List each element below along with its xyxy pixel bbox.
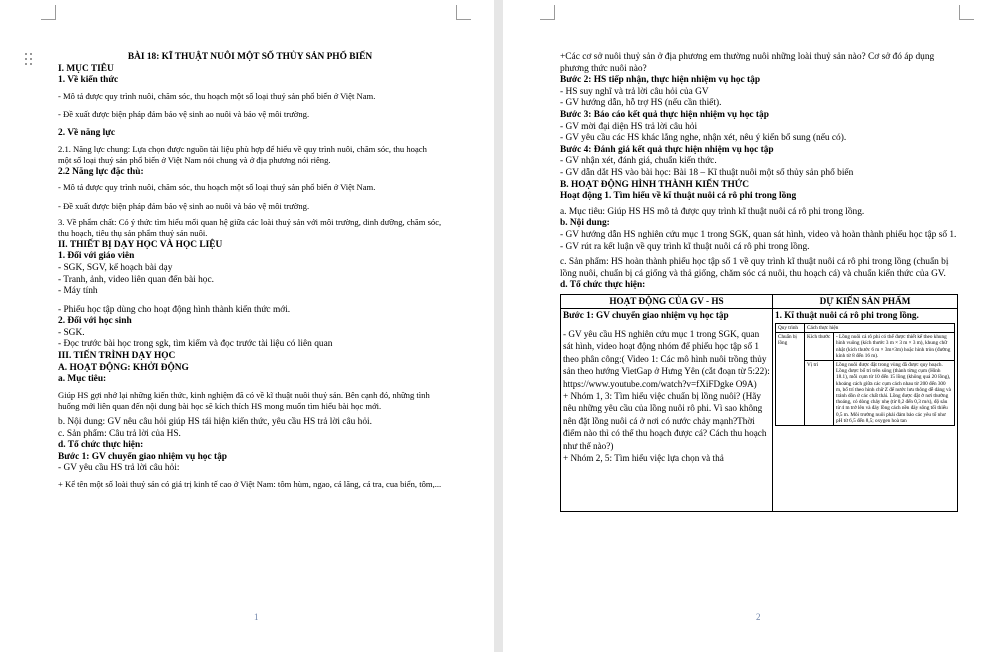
- group-2-5-task: + Nhóm 2, 5: Tìm hiểu việc lựa chọn và thả: [563, 453, 724, 464]
- method-header: Cách thực hiện: [805, 323, 955, 332]
- paragraph: - GV yêu cầu các HS khác lắng nghe, nhận xét, nêu ý kiến bổ sung (nếu có).: [560, 133, 847, 144]
- paragraph: Bước 1: GV chuyển giao nhiệm vụ học tập: [58, 451, 227, 462]
- page-2-paragraphs: [560, 52, 958, 292]
- paragraph: III. TIẾN TRÌNH DẠY HỌC: [58, 351, 176, 362]
- cage-prep-label: Chuẩn bị lồng: [776, 333, 805, 426]
- group-1-3-task: + Nhóm 1, 3: Tìm hiểu việc chuẩn bị lồng nuôi? (Hãy nêu những yêu cầu của lồng nuôi rô phi. Vì sao không nên đặt lồng nuôi cá ở nơi có nước chảy mạnh?Thời điểm nào thì có thể thu hoạch được cá? Cách thu hoạch như thế nào?): [563, 391, 767, 451]
- step-1-heading: Bước 1: GV chuyển giao nhiệm vụ học tập: [563, 310, 729, 321]
- paragraph: b. Nội dung: GV nêu câu hỏi giúp HS tái hiện kiến thức, yêu cầu HS trả lời câu hỏi.: [58, 417, 372, 428]
- document-page-2: [503, 0, 990, 652]
- paragraph: - SGK, SGV, kế hoạch bài dạy: [58, 262, 173, 273]
- location-label: Vị trí: [805, 360, 834, 425]
- product-heading: 1. Kĩ thuật nuôi cá rô phi trong lồng.: [775, 310, 919, 321]
- paragraph: b. Nội dung:: [560, 218, 610, 229]
- paragraph: 2.2 Năng lực đặc thù:: [58, 166, 144, 177]
- paragraph: I. MỤC TIÊU: [58, 63, 114, 74]
- size-label: Kích thước: [805, 333, 834, 361]
- paragraph: Bước 4: Đánh giá kết quả thực hiện nhiệm vụ học tập: [560, 144, 774, 155]
- page-number: 1: [254, 612, 259, 622]
- paragraph: d. Tổ chức thực hiện:: [560, 280, 646, 291]
- paragraph: - GV mời đại diện HS trả lời câu hỏi: [560, 121, 698, 132]
- crop-mark-top-right: [456, 5, 471, 20]
- paragraph: Hoạt động 1. Tìm hiểu về kĩ thuật nuôi cá rô phi trong lồng: [560, 191, 797, 202]
- paragraph: - GV rút ra kết luận về quy trình kĩ thuật nuôi cá rô phi trong lồng.: [560, 241, 810, 252]
- paragraph: - Tranh, ảnh, video liên quan đến bài học.: [58, 274, 214, 285]
- page-number: 2: [756, 612, 761, 622]
- paragraph: c. Sản phẩm: Câu trả lời của HS.: [58, 428, 181, 439]
- procedure-table: [775, 323, 955, 426]
- paragraph: - Đề xuất được biện pháp đảm bảo vệ sinh ao nuôi và bảo vệ môi trường.: [58, 200, 310, 211]
- expected-products-cell: [773, 309, 958, 512]
- lesson-title: BÀI 18: KĨ THUẬT NUÔI MỘT SỐ THỦY SẢN PHỔ BIẾN: [127, 52, 373, 62]
- crop-mark-top-left: [41, 5, 56, 20]
- paragraph: Giúp HS gợi nhớ lại những kiến thức, kinh nghiệm đã có về kĩ thuật nuôi thuỷ sản. Bên cạnh đó, những tình huống mới liên quan đến nội dung bài học sẽ kích thích HS mong muốn tìm hiểu bài học mới.: [58, 389, 430, 412]
- paragraph: 2. Về năng lực: [58, 127, 116, 138]
- size-text: - Lồng nuôi cá rô phi có thể được thiết kế theo khung hình vuông (kích thước 3 m × 3 m × 3 m), khung chữ nhật (kích thước 6 m × 3m×3m) hoặc hình tròn (đường kính từ 8 đến 16 m).: [834, 333, 955, 361]
- paragraph: + Kể tên một số loài thuỷ sản có giá trị kinh tế cao ở Việt Nam: tôm hùm, ngao, cá lăng, cá tra, cua biển, tôm,...: [58, 479, 442, 489]
- paragraph: - GV yêu cầu HS trả lời câu hỏi:: [58, 463, 180, 474]
- paragraph: - Mô tả được quy trình nuôi, chăm sóc, thu hoạch một số loại thuỷ sản phổ biến ở Việt Nam.: [58, 90, 376, 101]
- paragraph: 3. Về phẩm chất: Có ý thức tìm hiểu mối quan hệ giữa các loài thuỷ sản với môi trường, dinh dưỡng, chăm sóc, thu hoạch, tiêu thụ sản phẩm thuỷ sản nuôi.: [58, 216, 442, 239]
- paragraph: d. Tổ chức thực hiện:: [58, 440, 144, 451]
- paragraph: - Đọc trước bài học trong sgk, tìm kiếm và đọc trước tài liệu có liên quan: [58, 339, 333, 350]
- page-1-paragraphs: [58, 64, 442, 491]
- drag-handle-icon[interactable]: [25, 53, 34, 67]
- paragraph: 1. Đối với giáo viên: [58, 251, 135, 262]
- paragraph: - Phiếu học tập dùng cho hoạt động hình thành kiến thức mới.: [58, 304, 291, 315]
- instruction-text: - GV yêu cầu HS nghiên cứu mục 1 trong SGK, quan sát hình, video hoạt động nhóm để phiếu học tập số 1 theo phân công:( Video 1: Các mô hình nuôi trồng thủy sản theo hướng VietGap ở Hưng Yên (cắt đoạn từ 5:22): https://www.youtube.com/watch?v=fXiFDgke O9A): [563, 328, 770, 389]
- paragraph: - Mô tả được quy trình nuôi, chăm sóc, thu hoạch một số loại thuỷ sản phổ biến ở Việt Nam.: [58, 182, 376, 193]
- crop-mark-top-left: [540, 5, 555, 20]
- page-1-body: [58, 52, 442, 491]
- page-gap: [494, 0, 503, 652]
- paragraph: - GV hướng dẫn, hỗ trợ HS (nếu cần thiết).: [560, 98, 722, 109]
- paragraph: - SGK.: [58, 327, 85, 338]
- paragraph: B. HOẠT ĐỘNG HÌNH THÀNH KIẾN THỨC: [560, 179, 750, 190]
- activity-table: [560, 294, 958, 513]
- paragraph: 2. Đối với học sinh: [58, 316, 132, 327]
- paragraph: c. Sản phẩm: HS hoàn thành phiếu học tập số 1 về quy trình kĩ thuật nuôi cá rô phi trong lồng (chuẩn bị lồng nuôi, chuẩn bị cá giống và thả giống, chăm sóc cá nuôi, thu hoạch cá) và chuẩn kiến thức của GV.: [560, 257, 949, 279]
- paragraph: 2.1. Năng lực chung: Lựa chọn được nguồn tài liệu phù hợp để hiểu về quy trình nuôi, chăm sóc, thu hoạch một số loại thuỷ sản phổ biến ở Việt Nam nói chung và ở địa phương nói riêng.: [58, 143, 427, 166]
- crop-mark-top-right: [959, 5, 974, 20]
- paragraph: +Các cơ sở nuôi thuỷ sản ở địa phương em thường nuôi những loài thuỷ sản nào? Cơ sở đó áp dụng phương thức nuôi nào?: [560, 52, 935, 74]
- paragraph: - HS suy nghĩ và trả lời câu hỏi của GV: [560, 86, 709, 97]
- table-header-activities: HOẠT ĐỘNG CỦA GV - HS: [561, 294, 773, 309]
- paragraph: a. Mục tiêu: Giúp HS HS mô tả được quy trình kĩ thuật nuôi cá rô phi trong lồng.: [560, 206, 865, 217]
- table-header-expected-products: DỰ KIẾN SẢN PHẨM: [773, 294, 958, 309]
- paragraph: - Máy tính: [58, 286, 98, 297]
- paragraph: Bước 2: HS tiếp nhận, thực hiện nhiệm vụ học tập: [560, 75, 761, 86]
- paragraph: 1. Về kiến thức: [58, 75, 119, 86]
- paragraph: - GV nhận xét, đánh giá, chuẩn kiến thức.: [560, 156, 717, 167]
- paragraph: - Đề xuất được biện pháp đảm bảo vệ sinh ao nuôi và bảo vệ môi trường.: [58, 109, 310, 120]
- paragraph: A. HOẠT ĐỘNG: KHỞI ĐỘNG: [58, 362, 189, 373]
- document-page-1: [0, 0, 494, 652]
- paragraph: II. THIẾT BỊ DẠY HỌC VÀ HỌC LIỆU: [58, 239, 223, 250]
- paragraph: Bước 3: Báo cáo kết quả thực hiện nhiệm vụ học tập: [560, 109, 769, 120]
- procedure-header: Quy trình: [776, 323, 805, 332]
- location-text: Lồng nuôi được đặt trong vùng đã được quy hoạch. Lồng được bố trí trên sông (thành từng cụm (Hình 18.1), mỗi cụm từ 10 đến 15 lồng (không quá 20 lồng), khoảng cách giữa các cụm cách nhau từ 200 đến 300 m, bố trí theo hình chữ Z để nước lưu thông dễ dàng và tránh dồn ứ các chất thải. Lồng được đặt ở nơi thường thoáng, có dòng chảy nhẹ (từ 0,2 đến 0,3 m/s), độ sâu từ 4 m trở lên và đáy lồng cách nền đáy sông tối thiểu 0,5 m. Môi trường nuôi phải đảm bảo các yêu tố như pH từ 6,5 đến 8,5; oxygen hoà tan: [834, 360, 955, 425]
- page-2-body: [560, 52, 958, 512]
- paragraph: a. Mục tiêu:: [58, 374, 107, 385]
- paragraph: - GV dẫn dắt HS vào bài học: Bài 18 – Kĩ thuật nuôi một số thủy sản phổ biến: [560, 167, 854, 178]
- activities-cell: [561, 309, 773, 512]
- paragraph: - GV hướng dẫn HS nghiên cứu mục 1 trong SGK, quan sát hình, video và hoàn thành phiếu học tập số 1.: [560, 229, 957, 240]
